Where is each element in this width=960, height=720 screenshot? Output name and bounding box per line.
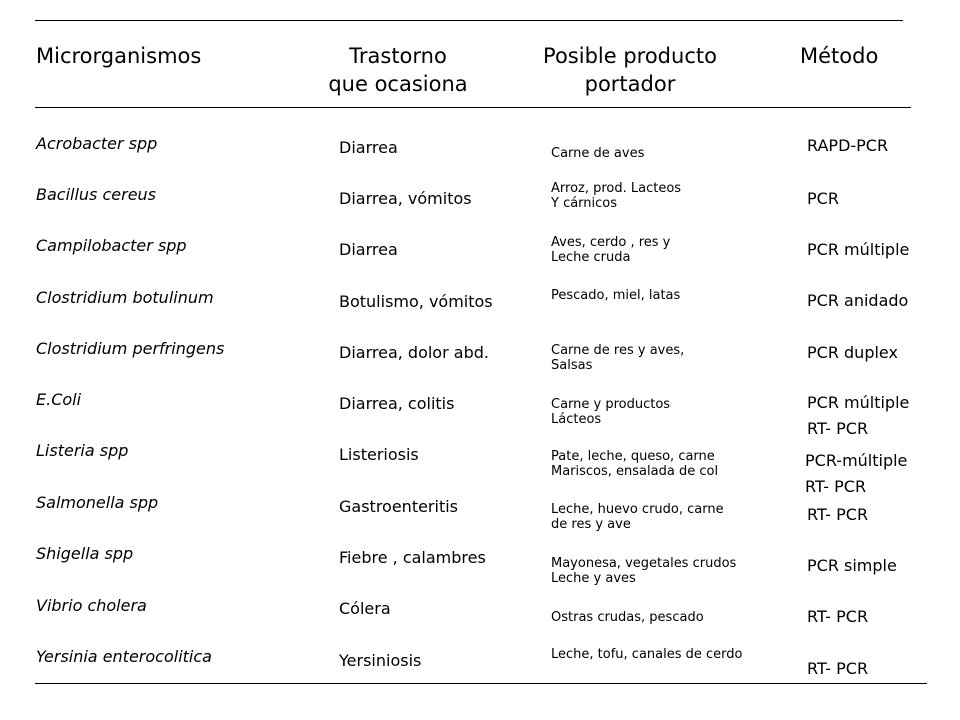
food-cell: [551, 181, 681, 211]
food-line: Lácteos: [551, 412, 602, 427]
food-line: Y cárnicos: [551, 196, 618, 211]
method-cell: [807, 340, 898, 366]
food-cell: [551, 556, 736, 586]
method-cell: [807, 502, 868, 528]
organism-cell: Bacillus cereus: [36, 185, 157, 204]
method-cell: [807, 133, 888, 159]
method-line: RAPD-PCR: [807, 136, 889, 155]
organism-cell: Clostridium perfringens: [36, 339, 225, 358]
method-line: RT- PCR: [807, 505, 869, 524]
method-cell: [807, 390, 909, 442]
header-trastorno-line2: que ocasiona: [328, 72, 468, 96]
food-line: Mayonesa, vegetales crudos: [551, 556, 737, 571]
food-cell: [551, 449, 718, 479]
disorder-cell: Gastroenteritis: [339, 497, 459, 516]
method-line: PCR simple: [807, 556, 897, 575]
disorder-cell: Botulismo, vómitos: [339, 292, 493, 311]
organism-cell: Salmonella spp: [36, 493, 159, 512]
food-line: Arroz, prod. Lacteos: [551, 181, 682, 196]
method-cell: [807, 186, 839, 212]
food-line: Salsas: [551, 358, 593, 373]
food-cell: [551, 502, 724, 532]
food-line: Mariscos, ensalada de col: [551, 464, 719, 479]
disorder-cell: Diarrea, vómitos: [339, 189, 472, 208]
header-producto: [525, 42, 735, 98]
method-cell: [807, 288, 908, 314]
organism-cell: Campilobacter spp: [36, 236, 187, 255]
method-line: PCR: [807, 189, 839, 208]
method-cell: [807, 553, 897, 579]
method-line: RT- PCR: [807, 659, 869, 678]
organism-cell: Yersinia enterocolitica: [36, 647, 212, 666]
top-rule: [35, 20, 903, 21]
food-line: Leche, tofu, canales de cerdo: [551, 647, 743, 662]
food-cell: [551, 235, 670, 265]
food-line: Carne de res y aves,: [551, 343, 685, 358]
food-cell: [551, 647, 742, 662]
header-producto-line2: portador: [584, 72, 676, 96]
food-line: Leche cruda: [551, 250, 631, 265]
method-line: RT- PCR: [807, 607, 869, 626]
food-line: Carne de aves: [551, 146, 645, 161]
header-metodo: Método: [800, 44, 879, 68]
disorder-cell: Diarrea, dolor abd.: [339, 343, 489, 362]
food-line: Ostras crudas, pescado: [551, 610, 704, 625]
method-cell: [807, 656, 868, 682]
method-line: PCR-múltiple: [805, 451, 908, 470]
method-cell: [805, 448, 907, 500]
food-line: Aves, cerdo , res y: [551, 235, 671, 250]
method-cell: [807, 237, 909, 263]
organism-cell: Listeria spp: [36, 441, 129, 460]
food-cell: [551, 397, 670, 427]
organism-cell: Shigella spp: [36, 544, 134, 563]
food-line: Leche, huevo crudo, carne: [551, 502, 724, 517]
disorder-cell: Diarrea: [339, 240, 398, 259]
organism-cell: E.Coli: [36, 390, 82, 409]
header-microrganismos: Microrganismos: [36, 44, 202, 68]
method-line: PCR anidado: [807, 291, 909, 310]
disorder-cell: Yersiniosis: [339, 651, 422, 670]
food-line: Carne y productos: [551, 397, 671, 412]
disorder-cell: Diarrea, colitis: [339, 394, 455, 413]
food-line: Pate, leche, queso, carne: [551, 449, 715, 464]
header-trastorno: [318, 42, 478, 98]
header-rule: [35, 107, 911, 108]
organism-cell: Vibrio cholera: [36, 596, 147, 615]
disorder-cell: Listeriosis: [339, 445, 419, 464]
food-cell: [551, 343, 684, 373]
method-line: RT- PCR: [805, 477, 867, 496]
header-producto-line1: Posible producto: [543, 44, 717, 68]
method-line: PCR duplex: [807, 343, 898, 362]
food-cell: [551, 610, 704, 625]
header-trastorno-line1: Trastorno: [349, 44, 447, 68]
bottom-rule: [35, 683, 927, 684]
method-cell: [807, 604, 868, 630]
method-line: PCR múltiple: [807, 393, 910, 412]
food-line: Pescado, miel, latas: [551, 288, 681, 303]
food-line: Leche y aves: [551, 571, 636, 586]
disorder-cell: Fiebre , calambres: [339, 548, 486, 567]
organism-cell: Clostridium botulinum: [36, 288, 214, 307]
disorder-cell: Cólera: [339, 599, 391, 618]
method-line: RT- PCR: [807, 419, 869, 438]
food-line: de res y ave: [551, 517, 631, 532]
disorder-cell: Diarrea: [339, 138, 398, 157]
organism-cell: Acrobacter spp: [36, 134, 158, 153]
food-cell: [551, 288, 680, 303]
food-cell: [551, 146, 644, 161]
method-line: PCR múltiple: [807, 240, 910, 259]
